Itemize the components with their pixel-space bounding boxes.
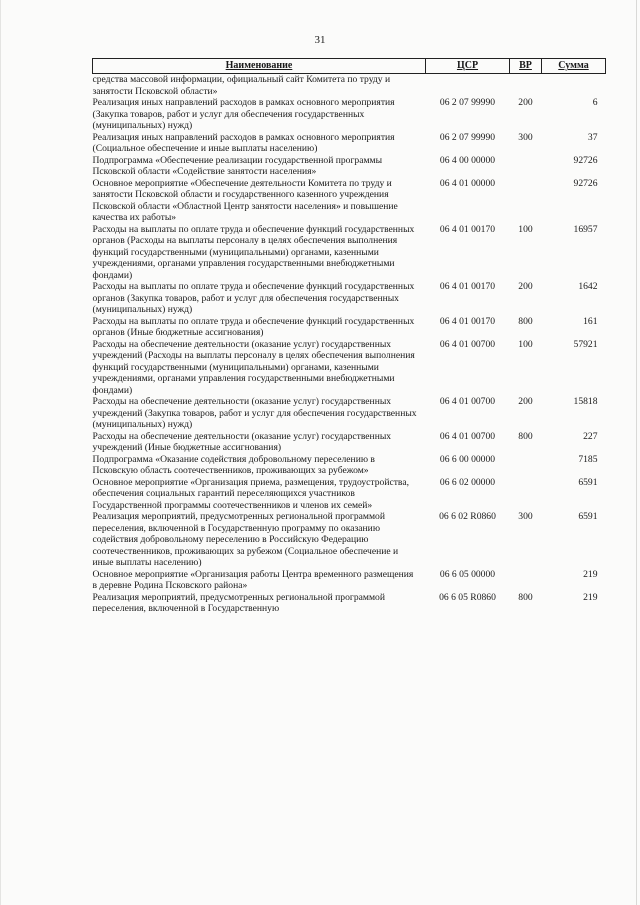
row-vr: 100 [518,338,533,350]
row-name: Реализация иных направлений расходов в рамках основного мероприятия (Закупка товаров, работ и услуг для обеспечения государственных (муниципальных) нужд) [92,97,395,131]
row-sum: 219 [583,591,598,603]
row-sum: 6591 [578,476,598,488]
row-vr: 200 [518,97,533,108]
table-row [93,281,606,316]
row-csr: 06 4 01 00000 [439,177,496,189]
row-name: Реализация мероприятий, предусмотренных региональной программой переселения, включенной в Государственную программу по оказанию содействия добровольному переселению в Российскую Федерацию соотечественников, проживающих за рубежом (Социальное обеспечение и иные выплаты населению) [92,511,399,568]
row-vr: 300 [518,131,533,143]
row-name: Подпрограмма «Обеспечение реализации государственной программы Псковской области «Содействие занятости населения» [92,154,383,177]
row-csr: 06 6 05 R0860 [439,591,496,603]
table-row [93,569,606,592]
row-csr: 06 4 01 00170 [439,223,496,235]
header-name: Наименование [93,59,426,74]
row-sum: 37 [587,131,598,143]
table-row [93,477,606,512]
header-csr: ЦСР [426,59,510,74]
row-sum: 16957 [573,223,598,235]
row-name: Расходы на выплаты по оплате труда и обеспечение функций государственных органов (Закупка товаров, работ и услуг для обеспечения государственных (муниципальных) нужд) [92,281,415,315]
header-vr: ВР [510,59,542,74]
row-name: Расходы на обеспечение деятельности (оказание услуг) государственных учреждений (Закупка товаров, работ и услуг для обеспечения государственных (муниципальных) нужд) [92,396,417,430]
row-vr [510,569,542,592]
table-row [93,511,606,569]
row-csr: 06 6 02 00000 [439,476,496,488]
row-vr: 300 [518,511,533,522]
row-csr: 06 6 00 00000 [439,453,496,465]
row-name: Подпрограмма «Оказание содействия добровольному переселению в Псковскую область соотечественников, проживающих за рубежом» [92,453,375,476]
row-vr: 800 [518,315,533,327]
row-csr: 06 4 01 00700 [439,396,496,407]
row-name: Расходы на обеспечение деятельности (оказание услуг) государственных учреждений (Расходы на выплаты персоналу в целях обеспечения выполнения функций государственными (муниципальными) органами, казенными учреждениями, органами управления государственными внебюджетными фондами) [92,338,415,396]
row-csr [426,74,510,98]
table-row [93,592,606,615]
row-csr: 06 4 01 00700 [439,430,496,442]
row-name: Расходы на выплаты по оплате труда и обеспечение функций государственных органов (Расходы на выплаты персоналу в целях обеспечения выполнения функций государственными (муниципальными) органами, казенными учреждениями, органами управления государственными внебюджетными фондами) [92,223,415,281]
row-name: Реализация иных направлений расходов в рамках основного мероприятия (Социальное обеспечение и иные выплаты населению) [92,131,395,154]
table-row [93,431,606,454]
row-csr: 06 4 01 00170 [439,315,496,327]
table-row [93,339,606,397]
row-sum: 6591 [578,511,598,522]
row-vr: 800 [518,430,533,442]
scan-right-edge [636,0,637,905]
table-row [93,224,606,282]
row-vr: 100 [518,223,533,235]
row-csr: 06 4 01 00170 [439,281,496,292]
row-name: Расходы на обеспечение деятельности (оказание услуг) государственных учреждений (Иные бюджетные ассигнования) [92,430,392,453]
row-csr: 06 2 07 99990 [439,131,496,143]
table-row [93,454,606,477]
row-vr [510,178,542,224]
row-name: Основное мероприятие «Организация приема, размещения, трудоустройства, обеспечения социальных гарантий переселяющихся участников Государственной программы соотечественников и членов их семей» [92,476,409,511]
table-row [93,97,606,132]
row-vr [510,74,542,98]
row-sum: 92726 [573,177,598,189]
row-csr: 06 6 05 00000 [439,568,496,580]
row-vr [510,454,542,477]
row-sum: 6 [592,97,598,108]
budget-table [92,58,606,615]
row-vr: 800 [518,591,533,603]
table-row [93,155,606,178]
scan-left-edge [0,0,1,905]
row-sum: 1642 [578,281,598,292]
row-sum: 15818 [573,396,598,407]
table-row [93,316,606,339]
row-sum: 7185 [578,453,598,465]
row-vr: 200 [518,396,533,407]
row-vr [510,155,542,178]
row-sum: 219 [583,568,598,580]
table-row [93,396,606,431]
row-vr [510,477,542,512]
table-row [93,178,606,224]
row-csr: 06 4 00 00000 [439,154,496,166]
row-sum: 57921 [573,338,598,350]
row-sum: 92726 [573,154,598,166]
row-csr: 06 2 07 99990 [439,97,496,108]
table-header-row [93,59,606,74]
row-sum [542,74,606,98]
row-name: Основное мероприятие «Обеспечение деятельности Комитета по труду и занятости Псковской области и государственного казенного учреждения Псковской области «Областной Центр занятости населения» и повышение качества их работы» [92,177,398,223]
row-name: средства массовой информации, официальный сайт Комитета по труду и занятости Псковской области» [92,74,391,97]
row-name: Основное мероприятие «Организация работы Центра временного размещения в деревне Родина Псковского района» [92,568,414,591]
row-vr: 200 [518,281,533,292]
row-sum: 227 [583,430,598,442]
row-csr: 06 4 01 00700 [439,338,496,350]
row-name: Реализация мероприятий, предусмотренных региональной программой переселения, включенной в Государственную [92,591,385,614]
row-csr: 06 6 02 R0860 [439,511,496,522]
header-sum: Сумма [542,59,606,74]
row-sum: 161 [583,315,598,327]
table-row [93,132,606,155]
row-name: Расходы на выплаты по оплате труда и обеспечение функций государственных органов (Иные бюджетные ассигнования) [92,315,415,338]
page-number: 31 [314,34,326,46]
table-row [93,74,606,98]
